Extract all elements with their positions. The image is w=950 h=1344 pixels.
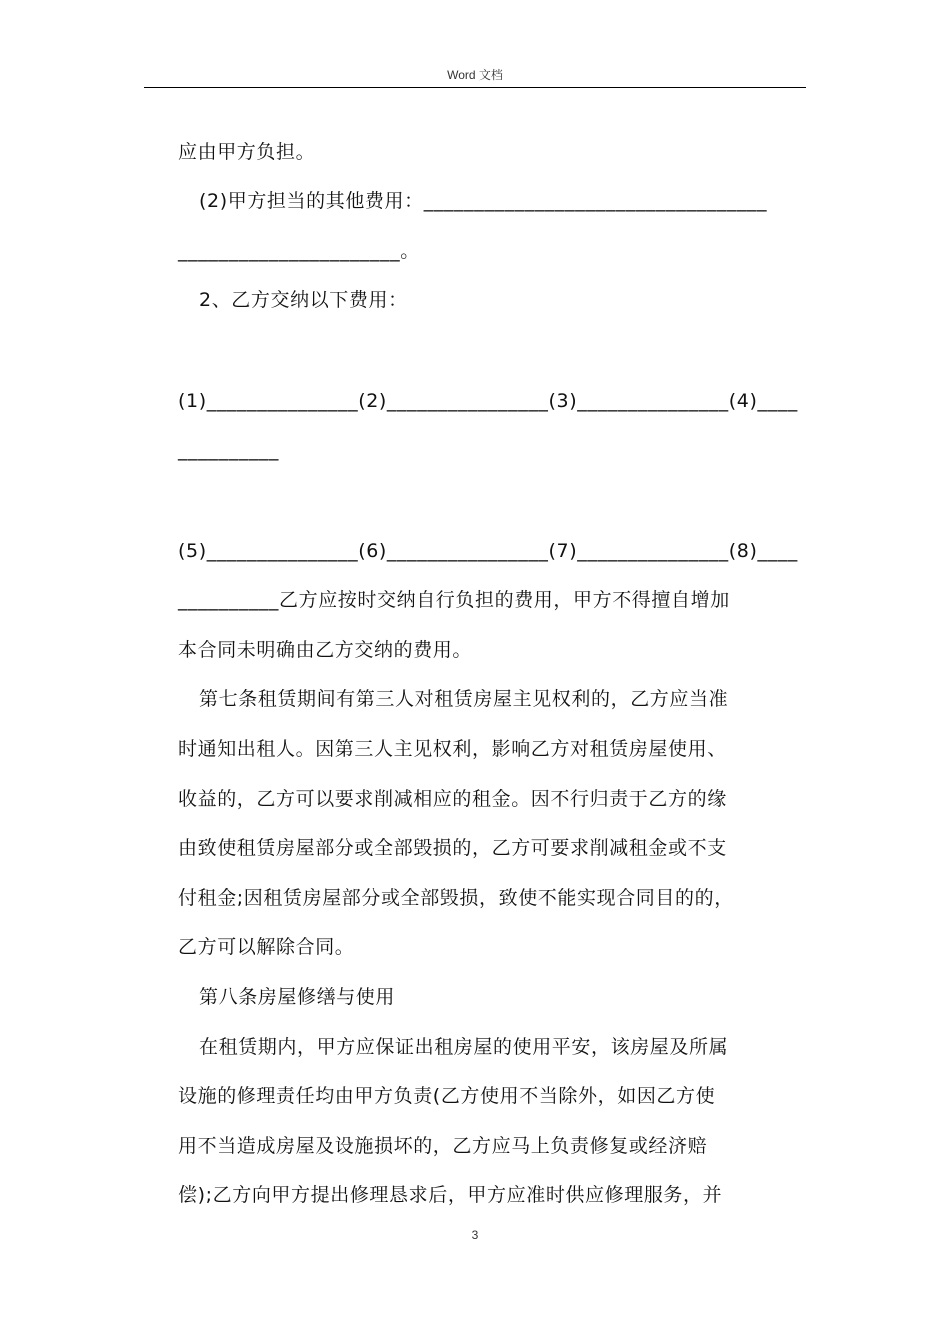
body-line: 本合同未明确由乙方交纳的费用。 <box>178 639 473 661</box>
body-line: 偿);乙方向甲方提出修理恳求后，甲方应准时供应修理服务，并 <box>178 1184 723 1206</box>
body-line: 设施的修理责任均由甲方负责(乙方使用不当除外，如因乙方使 <box>178 1085 716 1107</box>
page-header: Word 文档 <box>447 68 503 82</box>
body-line: 2、乙方交纳以下费用： <box>199 289 408 311</box>
body-line: __________ <box>178 439 279 461</box>
body-line: (5)_______________(6)________________(7)_______________(8)____ <box>178 540 798 562</box>
header-divider <box>144 87 806 88</box>
body-line: (2)甲方担当的其他费用：__________________________________ <box>199 190 768 212</box>
body-line: (1)_______________(2)________________(3)_______________(4)____ <box>178 390 798 412</box>
body-line: 由致使租赁房屋部分或全部毁损的，乙方可要求削减租金或不支 <box>178 837 727 859</box>
body-line: 在租赁期内，甲方应保证出租房屋的使用平安，该房屋及所属 <box>199 1036 729 1058</box>
body-line: 第七条租赁期间有第三人对租赁房屋主见权利的，乙方应当准 <box>199 688 729 710</box>
body-line: 乙方可以解除合同。 <box>178 936 355 958</box>
body-line: 应由甲方负担。 <box>178 141 316 163</box>
body-line: 收益的，乙方可以要求削减相应的租金。因不行归责于乙方的缘 <box>178 788 727 810</box>
body-line: 用不当造成房屋及设施损坏的，乙方应马上负责修复或经济赔 <box>178 1135 708 1157</box>
body-line: 第八条房屋修缮与使用 <box>199 986 396 1008</box>
body-line: __________乙方应按时交纳自行负担的费用，甲方不得擅自增加 <box>178 589 730 611</box>
body-line: 时通知出租人。因第三人主见权利，影响乙方对租赁房屋使用、 <box>178 738 727 760</box>
body-line: 付租金;因租赁房屋部分或全部毁损，致使不能实现合同目的的， <box>178 887 734 909</box>
body-line: ______________________。 <box>178 240 420 262</box>
page-number: 3 <box>471 1228 479 1242</box>
